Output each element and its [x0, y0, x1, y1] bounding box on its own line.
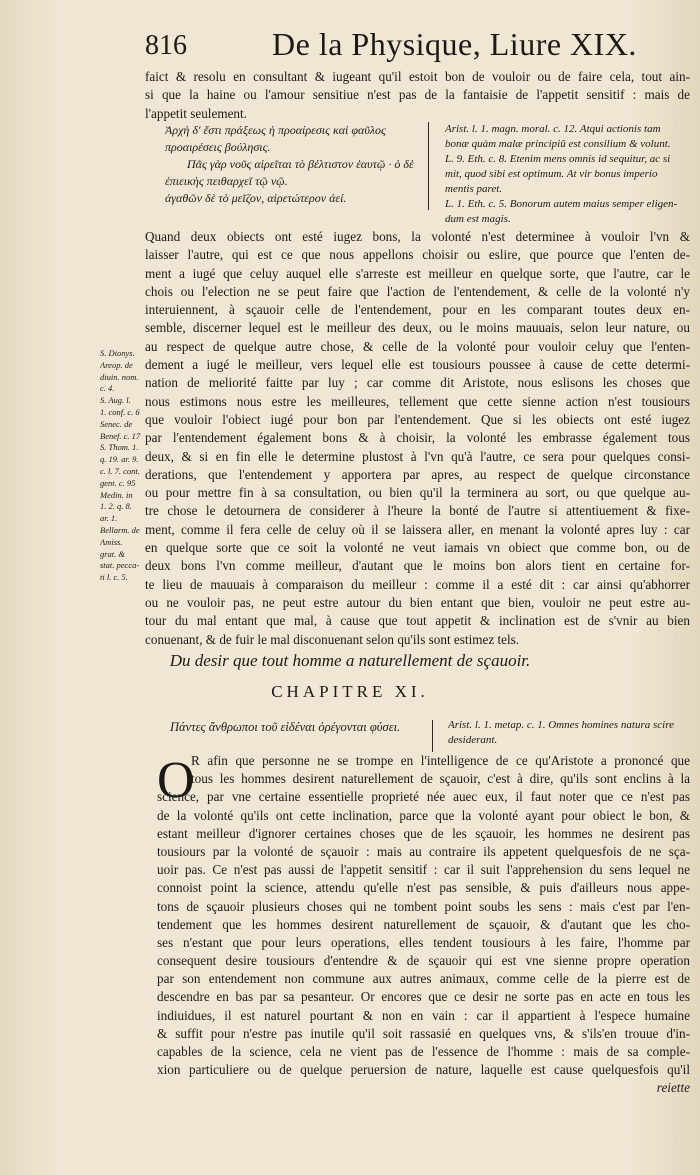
text-line: deux, & si en fin elle le determine plustost à l'vn qu'à l'autre, ce sera pour quelques consi-: [145, 448, 690, 464]
quotation-block: [145, 122, 690, 224]
main-paragraph: [145, 228, 690, 649]
margin-note: 1. 2. q. 8.: [100, 501, 132, 512]
text-line: au respect de quelque autre chose, & celle de la volonté pour vouloir celuy que l'enten-: [145, 338, 690, 354]
text-line: ses n'estant que pour leurs operations, elles tendent tousiours à les faire, l'homme par: [157, 934, 690, 950]
column-divider: [428, 122, 429, 210]
text-line: connoist point la science, attendu qu'elle n'est pas sensible, & puis d'ailleurs nous appe-: [157, 880, 690, 896]
greek-quotation: [165, 122, 430, 207]
page-number: 816: [145, 30, 187, 61]
margin-note: Amiss.: [100, 536, 123, 547]
margin-note: S. Aug. l.: [100, 395, 131, 406]
text-line: par l'entendement également bons & à choisir, la volonté les embrasse également tous: [145, 430, 690, 446]
latin-line: L. 1. Eth. c. 5. Bonorum autem maius semper eligen-: [445, 198, 678, 210]
text-line: deux bons l'vn comme meilleur, d'autant que le moins bon alors tient en certaine for-: [145, 558, 690, 574]
drop-cap: O: [157, 752, 195, 809]
text-line: derations, que l'entendement y apportera par apres, au respect de quelque circonstance: [145, 466, 690, 482]
column-divider: [432, 720, 433, 752]
text-line: uoir pas. Ce n'est pas aussi de l'appetit sensitif : car il suit l'apprehension du sens lequel ne: [157, 862, 690, 878]
text-line: semble, discerner lequel est le meilleur des deux, ou le moins mauuais, selon leur nature, ou: [145, 320, 690, 336]
text-line: te lieu de mauuais à comparaison du meilleur : comme il a esté dit : car ainsi qu'abhorrer: [145, 576, 690, 592]
text-line: ment, comme il fera celle de celuy où il se laissera aller, en menant la volonté apres luy : car: [145, 521, 690, 537]
latin-line: mit, quod sibi est optimum. At vir bonus imperio: [445, 168, 658, 180]
greek-line: Ἀρχὴ δ' ἔστι πράξεως ἡ προαίρεσις καὶ φαῦλος: [165, 123, 386, 137]
margin-note: Senec. de: [100, 418, 133, 429]
text-line: science, par vne certaine essentielle proprieté née auec eux, il faut noter que ce n'est pas: [157, 789, 690, 805]
chapter-paragraph: [157, 752, 690, 1098]
text-line: interuiennent, à sçauoir celle de l'entendement, pour en les comparant toutes deux en-: [145, 302, 690, 318]
margin-note: c. 4.: [100, 383, 115, 394]
margin-note: ar. 1.: [100, 513, 118, 524]
latin-line: mentis paret.: [445, 183, 503, 195]
text-line: R afin que personne ne se trompe en l'intelligence de ce qu'Aristote a prononcé que: [191, 753, 690, 768]
text-line: chois ou l'election ne se peut faire que l'action de l'entendement, & celle de la volonté n'y: [145, 283, 690, 299]
text-line: tre chose le detournera de considerer à l'heure la bonté de l'autre si attentiuement & fixe-: [145, 503, 690, 519]
top-paragraph: [145, 68, 690, 123]
catchword: reiette: [656, 1080, 690, 1096]
margin-note: q. 19. ar. 9.: [100, 454, 139, 465]
latin-line: L. 9. Eth. c. 8. Etenim mens omnis id sequitur, ac si: [445, 153, 671, 165]
text-line: capables de la science, cela ne vient pas de l'essence de l'homme : mais de sa comple-: [157, 1044, 690, 1059]
text-line: estant meilleur d'ignorer certaines choses que de les sçauoir, les hommes ne desirent pas: [157, 825, 690, 841]
text-line: conuenant, & de fuir le mal disconuenant selon qu'ils sont estimez tels.: [145, 631, 520, 647]
margin-note: S. Dionys.: [100, 348, 135, 358]
running-title: De la Physique, Liure XIX.: [272, 26, 637, 62]
text-line: ment a iugé que celuy auquel elle s'arreste est meilleur en quelque sorte, que l'autre, car le: [145, 265, 690, 281]
latin-citation: [445, 122, 690, 227]
latin-line: Arist. l. 1. metap. c. 1. Omnes homines natura scire: [448, 719, 674, 731]
text-line: tousiours par la volonté de sçauoir : mais au contraire ils appetent quelquesfois de ne sça-: [157, 843, 690, 859]
text-line: tour du mal entant que mal, à cause que tout appetit & inclination est de s'vnir au bien: [145, 613, 690, 629]
margin-note: Medin. in: [100, 489, 133, 500]
greek-line: ἐπιεικὴς πειθαρχεῖ τῷ νῷ.: [165, 174, 288, 188]
margin-note: Benef. c. 17: [100, 430, 141, 441]
text-line: descendre en bas par sa pesanteur. Or encores que ce desir ne sorte pas en acte en tous les: [157, 989, 690, 1005]
margin-note: c. l. 7. cont.: [100, 465, 140, 476]
latin-line: desiderant.: [448, 734, 498, 746]
text-line: indiuidues, il est naturel pourtant & non en vain : car il appartient à l'espece humaine: [157, 1007, 690, 1023]
text-line: que vouloir l'obiect iugé pour bon par l'entendement. Que si les obiects ont esté iugez: [145, 411, 690, 427]
text-line: consequent desire tousiours d'entendre & de sçauoir qui est vne sienne propre operation: [157, 953, 690, 969]
text-line: xion particuliere ou de quelque peruersion de nature, laquelle est cause quelquesfois qu'il: [157, 1062, 690, 1078]
text-line: si que la haine ou l'amour sensitiue n'est pas de la fantaisie de l'appetit sensitif : mais de: [145, 87, 690, 103]
text-line: tons de sçauoir plusieurs choses qui ne tombent point soubs les sens : mais c'est par l'en-: [157, 898, 690, 914]
chapter-heading: CHAPITRE XI.: [271, 682, 429, 701]
latin-line: Arist. l. 1. magn. moral. c. 12. Atqui actionis tam: [445, 123, 661, 135]
text-line: par son entendement non commune aux autres animaux, comme celle de la pierre est de: [157, 971, 690, 987]
margin-note: Areop. de: [100, 359, 133, 370]
margin-note: 1. conf. c. 6: [100, 406, 140, 417]
text-line: Quand deux obiects ont esté iugez bons, la volonté n'est determinee à vouloir l'vn &: [145, 229, 690, 244]
epigraph-greek: Πάντες ἄνθρωποι τοῦ εἰδέναι ὀρέγονται φύσει.: [170, 720, 401, 734]
greek-line: ἀγαθῶν δὲ τὸ μεῖζον, αἱρετώτερον ἀεί.: [165, 191, 347, 205]
chapter-subtitle: Du desir que tout homme a naturellement de sçauoir.: [169, 651, 531, 670]
text-line: laisser l'autre, qui est ce que nous appellons choisir ou eslire, que pource que l'enten de-: [145, 247, 690, 263]
margin-note: grat. &: [100, 548, 126, 559]
text-line: ou ne vouloir pas, ne peut estre autour du bien entant que bien, vouloir ne peut estre au-: [145, 594, 690, 610]
text-line: de la volonté qu'ils ont cette inclination, parce que la volonté ayant pour obiect le bon, &: [157, 807, 690, 823]
greek-line: προαιρέσεις βούλησις.: [165, 140, 271, 154]
epigraph-latin: [448, 718, 693, 748]
margin-note: stat. pecca-: [100, 560, 140, 571]
text-line: faict & resolu en consultant & iugeant qu'il estoit bon de vouloir ou de faire cela, tout ain-: [145, 69, 690, 84]
text-line: tous les hommes desirent naturellement de sçauoir, c'est à dire, qu'ils sont enclins à la: [191, 771, 690, 787]
margin-note: S. Thom. 1.: [100, 442, 139, 453]
text-line: ou pour mettre fin à sa consultation, ou bien qu'il la terminera au sort, ou que quelque au-: [145, 485, 690, 501]
text-line: & suffit pour n'estre pas inutile qu'il soit rassasié en quelques vns, & s'ils'en trouue d'in-: [157, 1025, 690, 1041]
text-line: nous estimons nous estre les meilleures, tellement que cette sienne action n'est tousiours: [145, 393, 690, 409]
text-line: l'appetit seulement.: [145, 105, 247, 121]
margin-note: gent. c. 95: [100, 477, 136, 488]
margin-note: diuin. nom.: [100, 371, 139, 382]
text-line: dement a iugé le meilleur, vers lequel elle est tousiours poussee à cause de cette determi-: [145, 357, 690, 373]
page-header: [0, 24, 700, 70]
latin-line: dum est magis.: [445, 213, 511, 225]
marginal-notes: [100, 348, 152, 584]
text-line: tendement que les hommes desirent naturellement de sçauoir, & d'autant que les cho-: [157, 916, 690, 932]
latin-line: bonæ quàm malæ principiū est consilium & volunt.: [445, 138, 671, 150]
greek-line: Πᾶς γὰρ νοῦς αἱρεῖται τὸ βέλτιστον ἑαυτῷ · ὁ δὲ: [187, 157, 414, 171]
text-line: en quelque sorte que ce soit la volonté ne veut iamais vn obiect que comme bon, ou de: [145, 540, 690, 556]
text-line: nation de meliorité faitte par luy ; car comme dit Aristote, nous eslisons les choses que: [145, 375, 690, 391]
margin-note: ti l. c. 5.: [100, 572, 128, 583]
margin-note: Bellarm. de: [100, 524, 140, 535]
